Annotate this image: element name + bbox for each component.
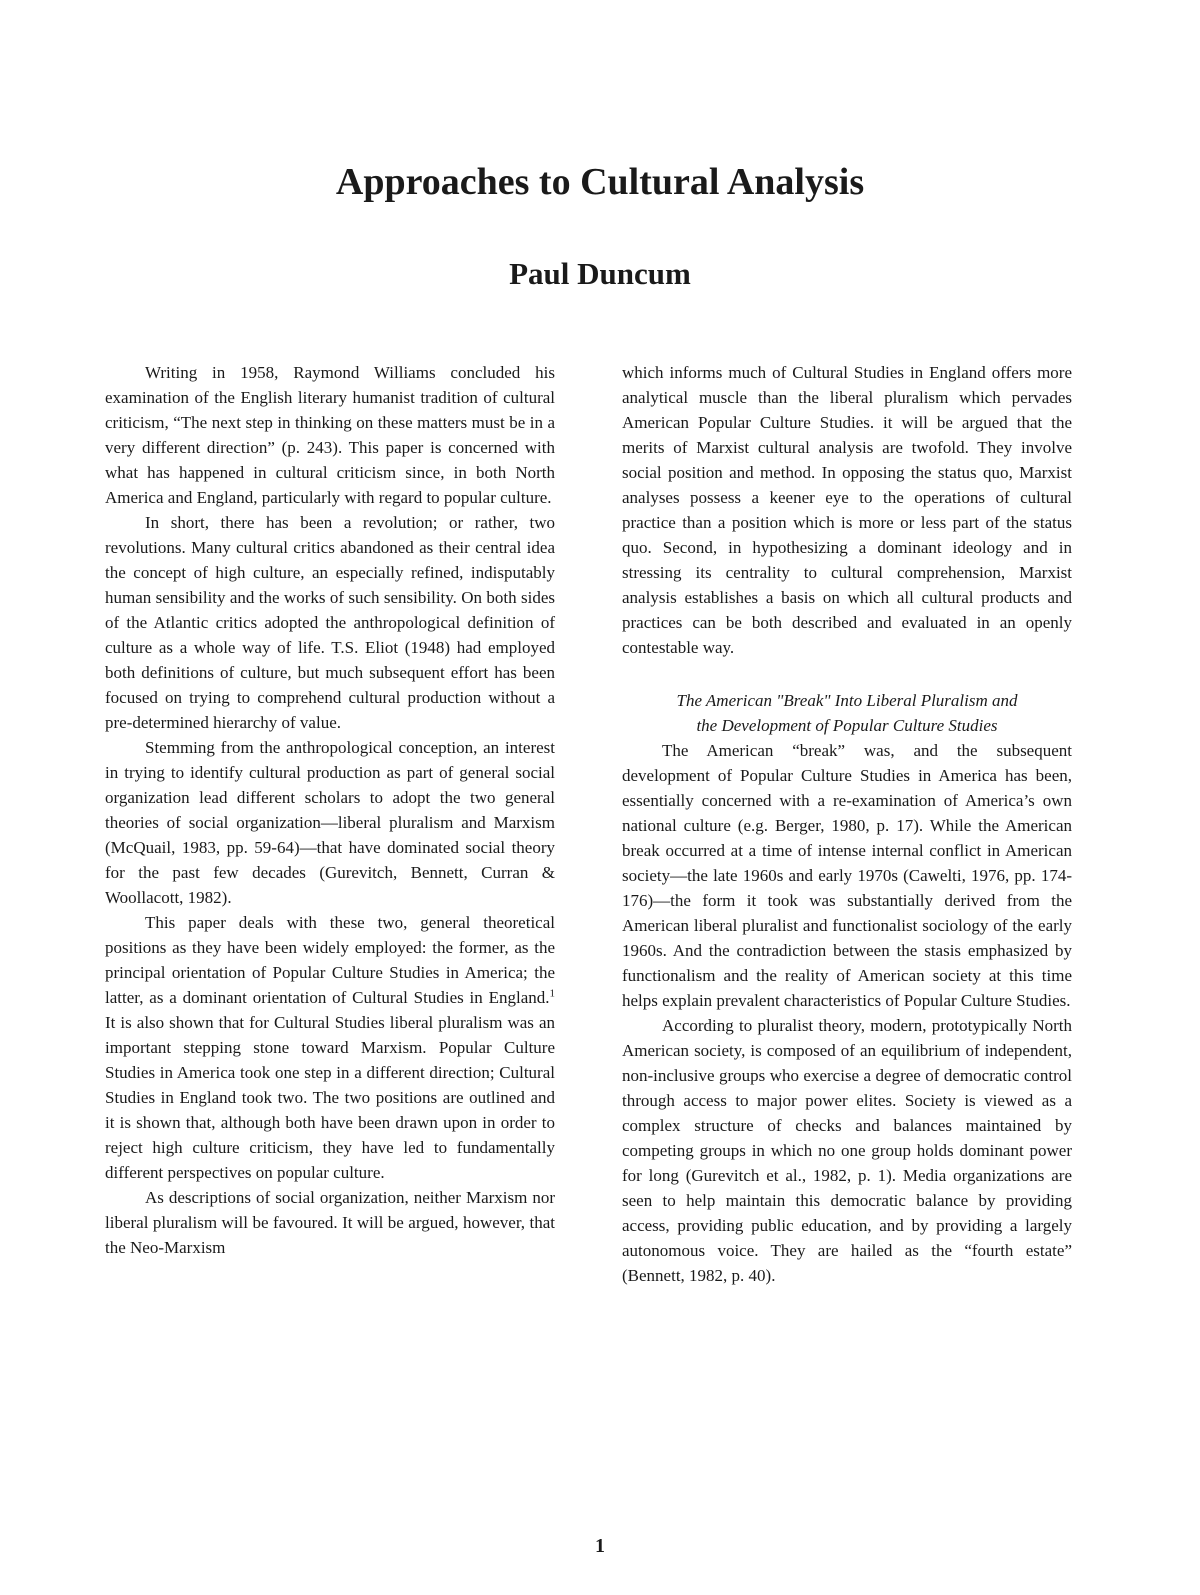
paragraph: The American “break” was, and the subsequent development of Popular Culture Studies in America has been, essentially concerned with a re-examination of America’s own national culture (e.g. Berger, 1980, p. 17). While the American break occurred at a time of intense internal conflict in American society—the late 1960s and early 1970s (Cawelti, 1976, pp. 174-176)—the form it took was substantially derived from the American liberal pluralist and functionalist sociology of the early 1960s. And the contradiction between the stasis emphasized by functionalism and the reality of American society at this time helps explain prevalent characteristics of Popular Culture Studies. bbox=[622, 741, 1072, 1010]
paragraph: As descriptions of social organization, neither Marxism nor liberal pluralism will be favoured. It will be argued, however, that the Neo-Marxism bbox=[105, 1188, 555, 1257]
paragraph-text: It is also shown that for Cultural Studies liberal pluralism was an important stepping stone toward Marxism. Popular Culture Studies in America took one step in a different direction; Cultural Studies in England took two. The two positions are outlined and it is shown that, although both have been drawn upon in order to reject high culture criticism, they have led to fundamentally different perspectives on popular culture. bbox=[105, 1013, 555, 1182]
paragraph: According to pluralist theory, modern, prototypically North American society, is composed of an equilibrium of independent, non-inclusive groups who exercise a degree of democratic control through access to major power elites. Society is viewed as a complex structure of checks and balances maintained by competing groups in which no one group holds dominant power for long (Gurevitch et al., 1982, p. 1). Media organizations are seen to help maintain this democratic balance by providing access, providing public education, and by providing a largely autonomous voice. They are hailed as the “fourth estate” (Bennett, 1982, p. 40). bbox=[622, 1016, 1072, 1285]
left-column bbox=[105, 360, 555, 1260]
article-author: Paul Duncum bbox=[509, 256, 691, 291]
section-heading bbox=[622, 688, 1072, 738]
paragraph: Writing in 1958, Raymond Williams concluded his examination of the English literary humanist tradition of cultural criticism, “The next step in thinking on these matters must be in a very different direction” (p. 243). This paper is concerned with what has happened in cultural criticism since, in both North America and England, particularly with regard to popular culture. bbox=[105, 363, 555, 507]
paragraph bbox=[105, 910, 555, 1185]
article-title: Approaches to Cultural Analysis bbox=[335, 161, 865, 203]
page-number: 1 bbox=[595, 1535, 605, 1557]
paragraph: In short, there has been a revolution; or rather, two revolutions. Many cultural critics abandoned as their central idea the concept of high culture, an especially refined, indisputably human sensibility and the works of such sensibility. On both sides of the Atlantic critics adopted the anthropological definition of culture as a whole way of life. T.S. Eliot (1948) had employed both definitions of culture, but much subsequent effort has been focused on trying to comprehend cultural production without a pre-determined hierarchy of value. bbox=[105, 513, 555, 732]
paragraph: which informs much of Cultural Studies in England offers more analytical muscle than the liberal pluralism which pervades American Popular Culture Studies. it will be argued that the merits of Marxist cultural analysis are twofold. They involve social position and method. In opposing the status quo, Marxist analyses possess a keener eye to the operations of cultural practice than a position which is more or less part of the status quo. Second, in hypothesizing a dominant ideology and in stressing its centrality to cultural comprehension, Marxist analysis establishes a basis on which all cultural products and practices can be both described and evaluated in an openly contestable way. bbox=[622, 363, 1072, 657]
section-heading-line: the Development of Popular Culture Studies bbox=[696, 716, 998, 735]
paragraph-text: This paper deals with these two, general theoretical positions as they have been widely employed: the former, as the principal orientation of Popular Culture Studies in America; the latter, as a dominant orientation of Cultural Studies in England. bbox=[105, 913, 555, 1007]
footnote-marker: 1 bbox=[549, 987, 555, 1000]
right-column bbox=[622, 360, 1072, 1288]
section-heading-line: The American "Break" Into Liberal Pluralism and bbox=[676, 691, 1018, 710]
paragraph: Stemming from the anthropological conception, an interest in trying to identify cultural production as part of general social organization lead different scholars to adopt the two general theories of social organization—liberal pluralism and Marxism (McQuail, 1983, pp. 59-64)—that have dominated social theory for the past few decades (Gurevitch, Bennett, Curran & Woollacott, 1982). bbox=[105, 738, 555, 907]
